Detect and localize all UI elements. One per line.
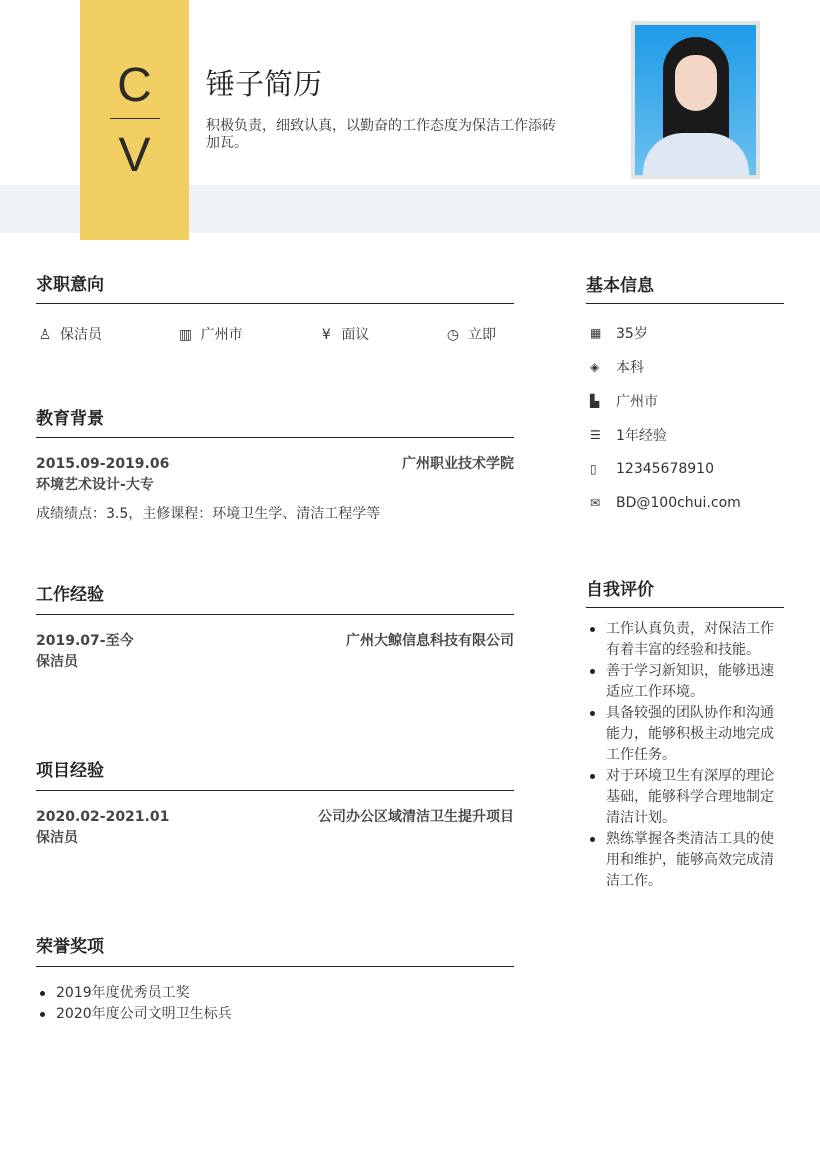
honor-item: 2020年度公司文明卫生标兵: [36, 1004, 514, 1025]
section-title: 项目经验: [36, 761, 104, 781]
self-item: 熟练掌握各类清洁工具的使用和维护，能够高效完成清洁工作。: [586, 829, 784, 892]
info-email: ✉ BD@100chui.com: [586, 486, 784, 520]
section-title: 自我评价: [586, 580, 654, 600]
cv-letter-c: C: [117, 59, 152, 112]
clipboard-icon: ☰: [590, 428, 601, 442]
section-honors: [36, 932, 514, 1025]
work-company: 广州大鲸信息科技有限公司: [346, 633, 514, 649]
section-job-intent: [36, 270, 514, 344]
graduation-icon: ◈: [590, 360, 600, 374]
info-education: ◈ 本科: [586, 350, 784, 384]
city-icon: ▙: [590, 394, 600, 408]
divider: [36, 303, 514, 304]
mail-icon: ✉: [590, 496, 601, 510]
intent-availability: ◷ 立即: [444, 324, 496, 344]
section-title: 教育背景: [36, 409, 104, 429]
phone-icon: ▯: [590, 462, 597, 476]
edu-school: 广州职业技术学院: [402, 456, 514, 472]
section-title: 基本信息: [586, 276, 654, 296]
intent-city: ▥ 广州市: [177, 324, 243, 344]
cv-logo-block: [80, 0, 189, 240]
project-date: 2020.02-2021.01: [36, 809, 170, 825]
section-title: 荣誉奖项: [36, 937, 104, 957]
project-role: 保洁员: [36, 830, 78, 846]
info-experience: ☰ 1年经验: [586, 418, 784, 452]
intent-position: ♙ 保洁员: [36, 324, 102, 344]
self-item: 对于环境卫生有深厚的理论基础，能够科学合理地制定清洁计划。: [586, 766, 784, 829]
yen-icon: ¥: [321, 327, 331, 343]
cv-letter-v: V: [118, 129, 151, 182]
work-role: 保洁员: [36, 654, 78, 670]
profile-photo: [631, 21, 760, 179]
cv-divider: [110, 118, 160, 119]
divider: [586, 303, 784, 304]
divider: [36, 614, 514, 615]
section-education: [36, 404, 514, 524]
edu-desc: 成绩绩点：3.5，主修课程：环境卫生学、清洁工程学等: [36, 506, 381, 522]
tie-icon: ♙: [38, 327, 52, 343]
project-name: 公司办公区域清洁卫生提升项目: [318, 809, 514, 825]
resume-title: 锤子简历: [206, 67, 323, 101]
work-date: 2019.07-至今: [36, 633, 134, 649]
self-item: 善于学习新知识，能够迅速适应工作环境。: [586, 661, 784, 703]
divider: [36, 966, 514, 967]
divider: [36, 790, 514, 791]
calendar-icon: ▦: [590, 326, 602, 340]
edu-date: 2015.09-2019.06: [36, 456, 170, 472]
building-icon: ▥: [179, 327, 193, 343]
resume-motto: 积极负责，细致认真，以勤奋的工作态度为保洁工作添砖加瓦。: [206, 118, 556, 151]
divider: [586, 607, 784, 608]
section-work: [36, 580, 514, 673]
info-phone: ▯ 12345678910: [586, 452, 784, 486]
divider: [36, 437, 514, 438]
clock-icon: ◷: [446, 327, 460, 343]
self-item: 具备较强的团队协作和沟通能力，能够积极主动地完成工作任务。: [586, 703, 784, 766]
info-age: ▦ 35岁: [586, 316, 784, 350]
section-title: 工作经验: [36, 585, 104, 605]
section-self-evaluation: [586, 575, 784, 892]
section-basic-info: [586, 271, 784, 520]
intent-salary: ¥ 面议: [317, 324, 369, 344]
self-item: 工作认真负责，对保洁工作有着丰富的经验和技能。: [586, 619, 784, 661]
section-project: [36, 756, 514, 849]
edu-major: 环境艺术设计-大专: [36, 477, 154, 493]
section-title: 求职意向: [36, 275, 104, 295]
info-city: ▙ 广州市: [586, 384, 784, 418]
honor-item: 2019年度优秀员工奖: [36, 983, 514, 1004]
